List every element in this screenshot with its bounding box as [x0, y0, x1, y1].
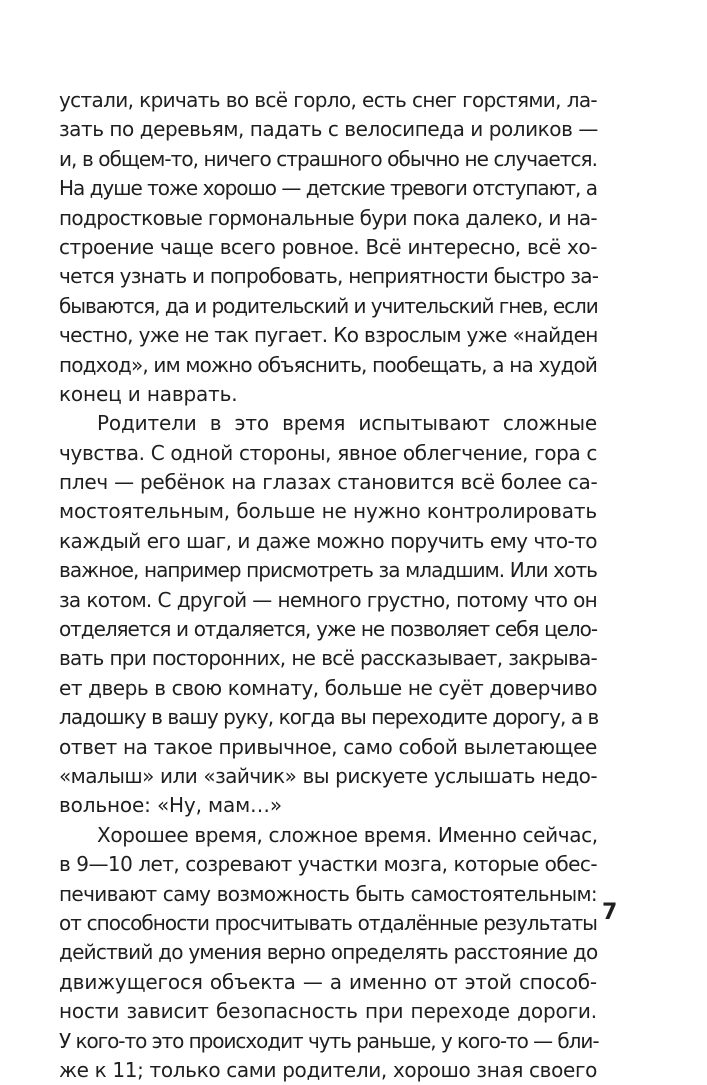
text-line: отделяется и отдаляется, уже не позволяет себя цело- — [59, 617, 597, 642]
text-line: от способности просчитывать отдалённые результаты — [59, 910, 597, 935]
text-line: каждый его шаг, и даже можно поручить ему что-то — [59, 528, 597, 553]
text-line: плеч — ребёнок на глазах становится всё более са- — [59, 470, 598, 495]
text-line: действий до умения верно определять расстояние до — [59, 940, 598, 965]
text-line: ответ на такое привычное, само собой вылетающее — [59, 734, 597, 759]
text-line: за котом. С другой — немного грустно, потому что он — [59, 587, 597, 612]
body-text — [59, 86, 597, 1085]
text-line: ладошку в вашу руку, когда вы переходите дорогу, а в — [59, 705, 599, 730]
text-line: же к 11; только сами родители, хорошо зная своего — [59, 1057, 597, 1082]
text-line: мостоятельным, больше не нужно контролировать — [59, 499, 597, 524]
text-line: Хорошее время, сложное время. Именно сейчас, — [97, 822, 598, 847]
paragraph-3 — [59, 821, 597, 1085]
page-number: 7 — [602, 900, 618, 925]
text-line: бываются, да и родительский и учительский гнев, если — [59, 293, 598, 318]
text-line: строение чаще всего ровное. Всё интересно, всё хо- — [59, 234, 597, 259]
text-line: подход», им можно объяснить, пообещать, а на худой — [59, 352, 597, 377]
text-line: и, в общем-то, ничего страшного обычно не случается. — [59, 146, 597, 171]
text-line: вольное: «Ну, мам…» — [59, 793, 282, 818]
text-line: На душе тоже хорошо — детские тревоги отступают, а — [59, 176, 597, 201]
text-line: У кого-то это происходит чуть раньше, у кого-то — бли- — [59, 1028, 599, 1053]
text-line: подростковые гормональные бури пока далеко, и на- — [59, 205, 597, 230]
text-line: Родители в это время испытывают сложные — [97, 411, 597, 436]
paragraph-2 — [59, 409, 597, 820]
text-line: ности зависит безопасность при переходе дороги. — [59, 999, 597, 1024]
text-line: устали, кричать во всё горло, есть снег горстями, ла- — [59, 88, 597, 112]
paragraph-1 — [59, 86, 597, 409]
text-line: печивают саму возможность быть самостоятельным: — [59, 881, 597, 906]
text-line: движущегося объекта — а именно от этой способ- — [59, 969, 597, 994]
text-line: важное, например присмотреть за младшим. Или хоть — [59, 558, 597, 583]
text-line: в 9—10 лет, созревают участки мозга, которые обес- — [59, 852, 597, 877]
text-line: зать по деревьям, падать с велосипеда и роликов — — [59, 117, 598, 142]
text-line: честно, уже не так пугает. Ко взрослым уже «найден — [59, 323, 598, 348]
text-line: конец и наврать. — [59, 381, 238, 406]
text-line: ет дверь в свою комнату, больше не суёт доверчиво — [59, 675, 597, 700]
text-line: «малыш» или «зайчик» вы рискуете услышать недо- — [59, 763, 597, 788]
text-line: чется узнать и попробовать, неприятности быстро за- — [59, 264, 599, 289]
text-line: чувства. С одной стороны, явное облегчение, гора с — [59, 440, 598, 465]
text-line: вать при посторонних, не всё рассказывает, закрыва- — [59, 646, 597, 671]
